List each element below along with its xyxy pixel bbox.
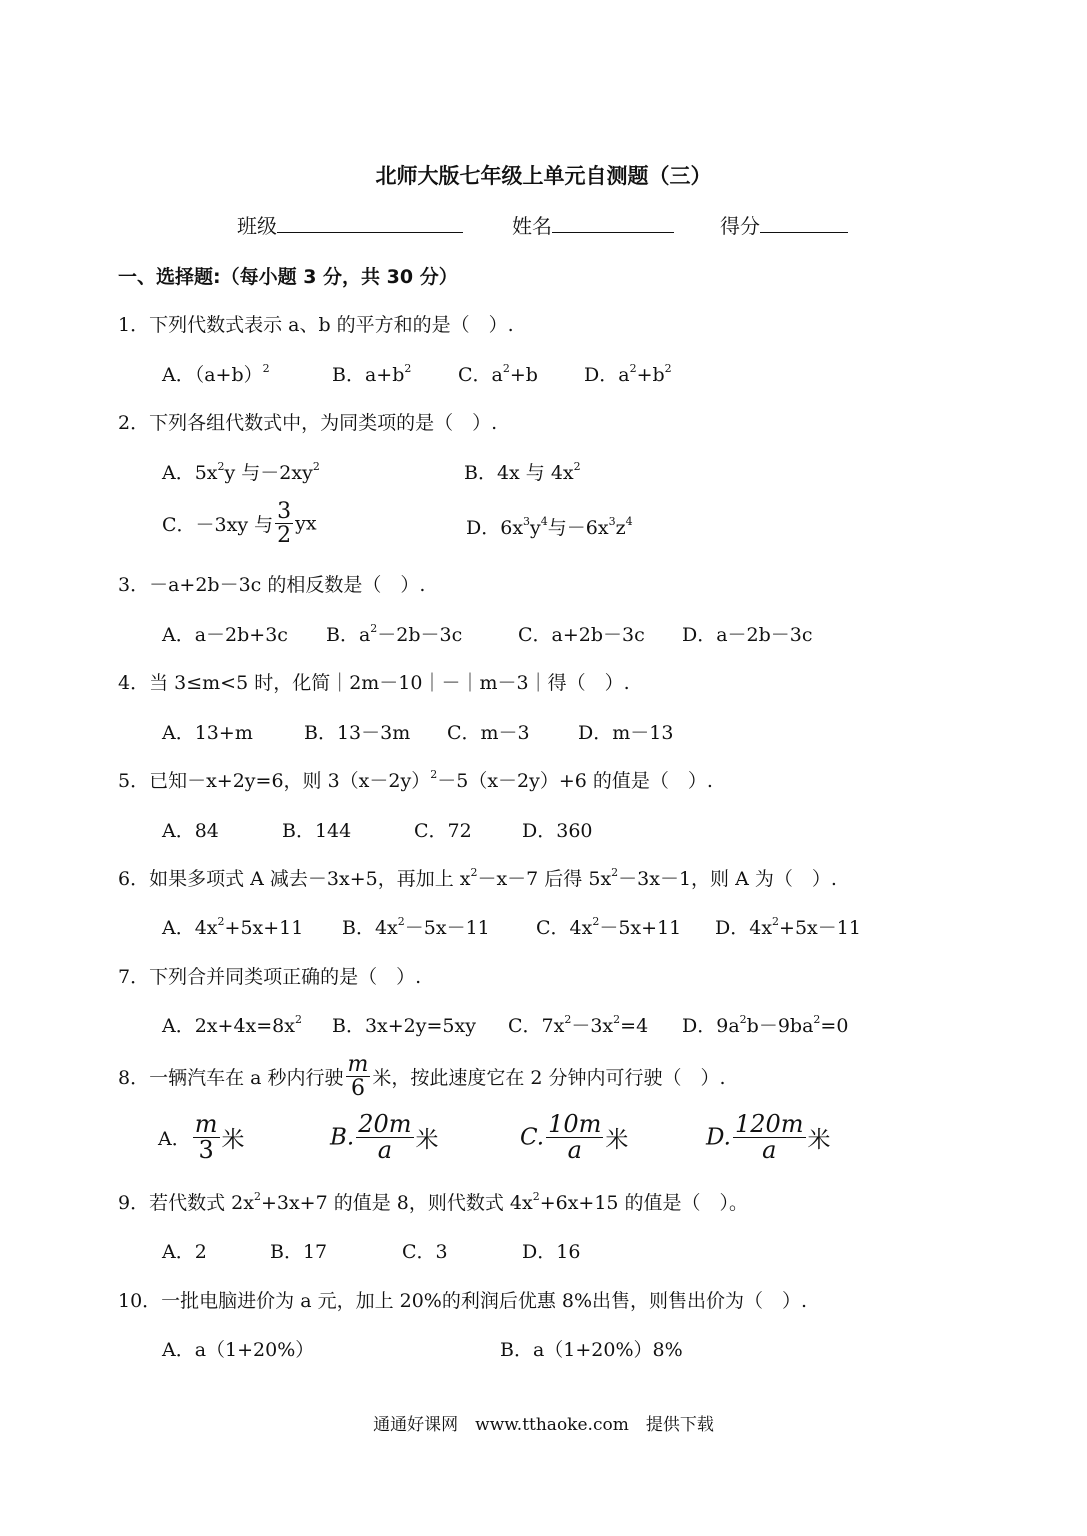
question-3-stem: 3．－a+2b－3c 的相反数是（ ）. bbox=[118, 574, 426, 596]
question-9-stem: 9．若代数式 $2x^2+3x+7$ 的值是 8，则代数式 $4x^2+6x+15$ 的值是（ ）。 bbox=[118, 1190, 749, 1214]
question-3-option-c: C．a+2b－3c bbox=[518, 624, 645, 646]
fraction-numerator: 120m bbox=[734, 1110, 804, 1138]
section-heading: 一、选择题:（每小题 3 分，共 30 分） bbox=[118, 266, 458, 288]
fraction-numerator: 3 bbox=[277, 499, 292, 524]
question-1-option-c: C．$a^2+b$ bbox=[458, 362, 538, 386]
fraction-denominator: 2 bbox=[277, 523, 292, 549]
question-2-option-d: D．$6x^3y^4$与$-6x^3z^4$ bbox=[466, 515, 633, 539]
question-9-option-c: C．3 bbox=[402, 1241, 448, 1263]
question-10-stem: 10．一批电脑进价为 a 元，加上 20%的利润后优惠 8%出售，则售出价为（ ）. bbox=[118, 1290, 808, 1312]
fraction-numerator: m bbox=[194, 1110, 218, 1138]
question-5-stem: 5．已知－x+2y=6，则 $3(x-2y)^2-5(x-2y)+6$ 的值是（ ）. bbox=[118, 768, 713, 792]
question-4-stem: 4．当 3≤m<5 时，化简｜2m－10｜－｜m－3｜得（ ）. bbox=[118, 672, 630, 694]
question-4-option-c: C．m－3 bbox=[447, 722, 530, 744]
question-5-option-b: B．144 bbox=[282, 820, 352, 842]
question-10-option-b: B．a（1+20%）8% bbox=[500, 1339, 683, 1361]
question-1-option-b: B．$a+b^2$ bbox=[332, 362, 412, 386]
question-3-option-a: A．a－2b+3c bbox=[162, 624, 288, 646]
question-4-option-b: B．13－3m bbox=[304, 722, 411, 744]
question-8-option-a: A． $\frac{m}{3}$ 米 bbox=[158, 1110, 245, 1165]
class-label: 班级 bbox=[237, 214, 277, 238]
footer-text: 通通好课网 www.tthaoke.com 提供下载 bbox=[373, 1415, 714, 1435]
question-2-stem: 2．下列各组代数式中，为同类项的是（ ）. bbox=[118, 412, 498, 434]
question-5-option-c: C．72 bbox=[414, 820, 472, 842]
question-2-option-c: C．－3xy 与 $\frac{3}{2}$ yx bbox=[162, 499, 317, 549]
question-6-option-b: B．$4x^2-5x-11$ bbox=[342, 915, 490, 939]
fraction-numerator: 20m bbox=[358, 1110, 412, 1138]
question-1-option-d: D．$a^2+b^2$ bbox=[584, 362, 672, 386]
question-8-option-b: B. $\frac{20m}{a}$ 米 bbox=[330, 1110, 439, 1165]
question-4-option-d: D．m－13 bbox=[578, 722, 674, 744]
question-6-stem: 6．如果多项式 A 减去－3x+5，再加上 $x^2-x-7$ 后得 $5x^2-3x-1$，则 A 为（ ）. bbox=[118, 866, 837, 890]
score-blank bbox=[760, 212, 848, 233]
question-6-option-d: D．$4x^2+5x-11$ bbox=[715, 915, 861, 939]
class-field bbox=[237, 210, 463, 239]
score-field bbox=[720, 210, 848, 239]
question-7-option-c: C．$7x^2-3x^2=4$ bbox=[508, 1013, 649, 1037]
question-2-option-b: B．4x 与 $4x^2$ bbox=[464, 460, 581, 484]
class-blank bbox=[277, 212, 463, 233]
question-5-option-a: A．84 bbox=[162, 820, 219, 842]
question-7-stem: 7．下列合并同类项正确的是（ ）. bbox=[118, 966, 422, 988]
question-3-option-b: B．$a^2-2b-3c$ bbox=[326, 622, 463, 646]
question-8-option-c: C. $\frac{10m}{a}$ 米 bbox=[520, 1110, 629, 1165]
question-7-option-b: B．3x+2y=5xy bbox=[332, 1015, 476, 1037]
fraction-denominator: 3 bbox=[198, 1136, 214, 1165]
fraction-denominator: a bbox=[567, 1136, 582, 1165]
question-6-option-c: C．$4x^2-5x+11$ bbox=[536, 915, 682, 939]
name-blank bbox=[552, 212, 674, 233]
question-8-stem: 8．一辆汽车在 a 秒内行驶 $\frac{m}{6}$ 米，按此速度它在 2 分钟内可行驶（ ）. bbox=[118, 1052, 726, 1102]
fraction-numerator: 10m bbox=[548, 1110, 602, 1138]
question-5-option-d: D．360 bbox=[522, 820, 593, 842]
fraction-denominator: 6 bbox=[350, 1076, 365, 1102]
question-7-option-d: D．$9a^2b-9ba^2=0$ bbox=[682, 1013, 849, 1037]
question-1-option-a: A．$(a+b)^2$ bbox=[162, 362, 270, 386]
question-6-option-a: A．$4x^2+5x+11$ bbox=[162, 915, 304, 939]
question-1-stem: 1．下列代数式表示 a、b 的平方和的是（ ）. bbox=[118, 314, 514, 336]
fraction-denominator: a bbox=[762, 1136, 777, 1165]
question-7-option-a: A．$2x+4x=8x^2$ bbox=[162, 1013, 302, 1037]
name-label: 姓名 bbox=[512, 214, 552, 238]
question-2-option-a: A．$5x^2y$ 与$-2xy^2$ bbox=[162, 460, 320, 484]
fraction-denominator: a bbox=[377, 1136, 393, 1165]
page-title: 北师大版七年级上单元自测题（三） bbox=[375, 164, 712, 188]
question-10-option-a: A．a（1+20%） bbox=[162, 1339, 315, 1361]
question-9-option-b: B．17 bbox=[270, 1241, 328, 1263]
question-8-option-d: D. $\frac{120m}{a}$ 米 bbox=[706, 1110, 831, 1165]
question-4-option-a: A．13+m bbox=[162, 722, 253, 744]
question-9-option-d: D．16 bbox=[522, 1241, 581, 1263]
name-field bbox=[512, 210, 674, 239]
fraction-numerator: m bbox=[347, 1052, 369, 1077]
question-9-option-a: A．2 bbox=[162, 1241, 207, 1263]
score-label: 得分 bbox=[720, 214, 760, 238]
question-3-option-d: D．a－2b－3c bbox=[682, 624, 813, 646]
